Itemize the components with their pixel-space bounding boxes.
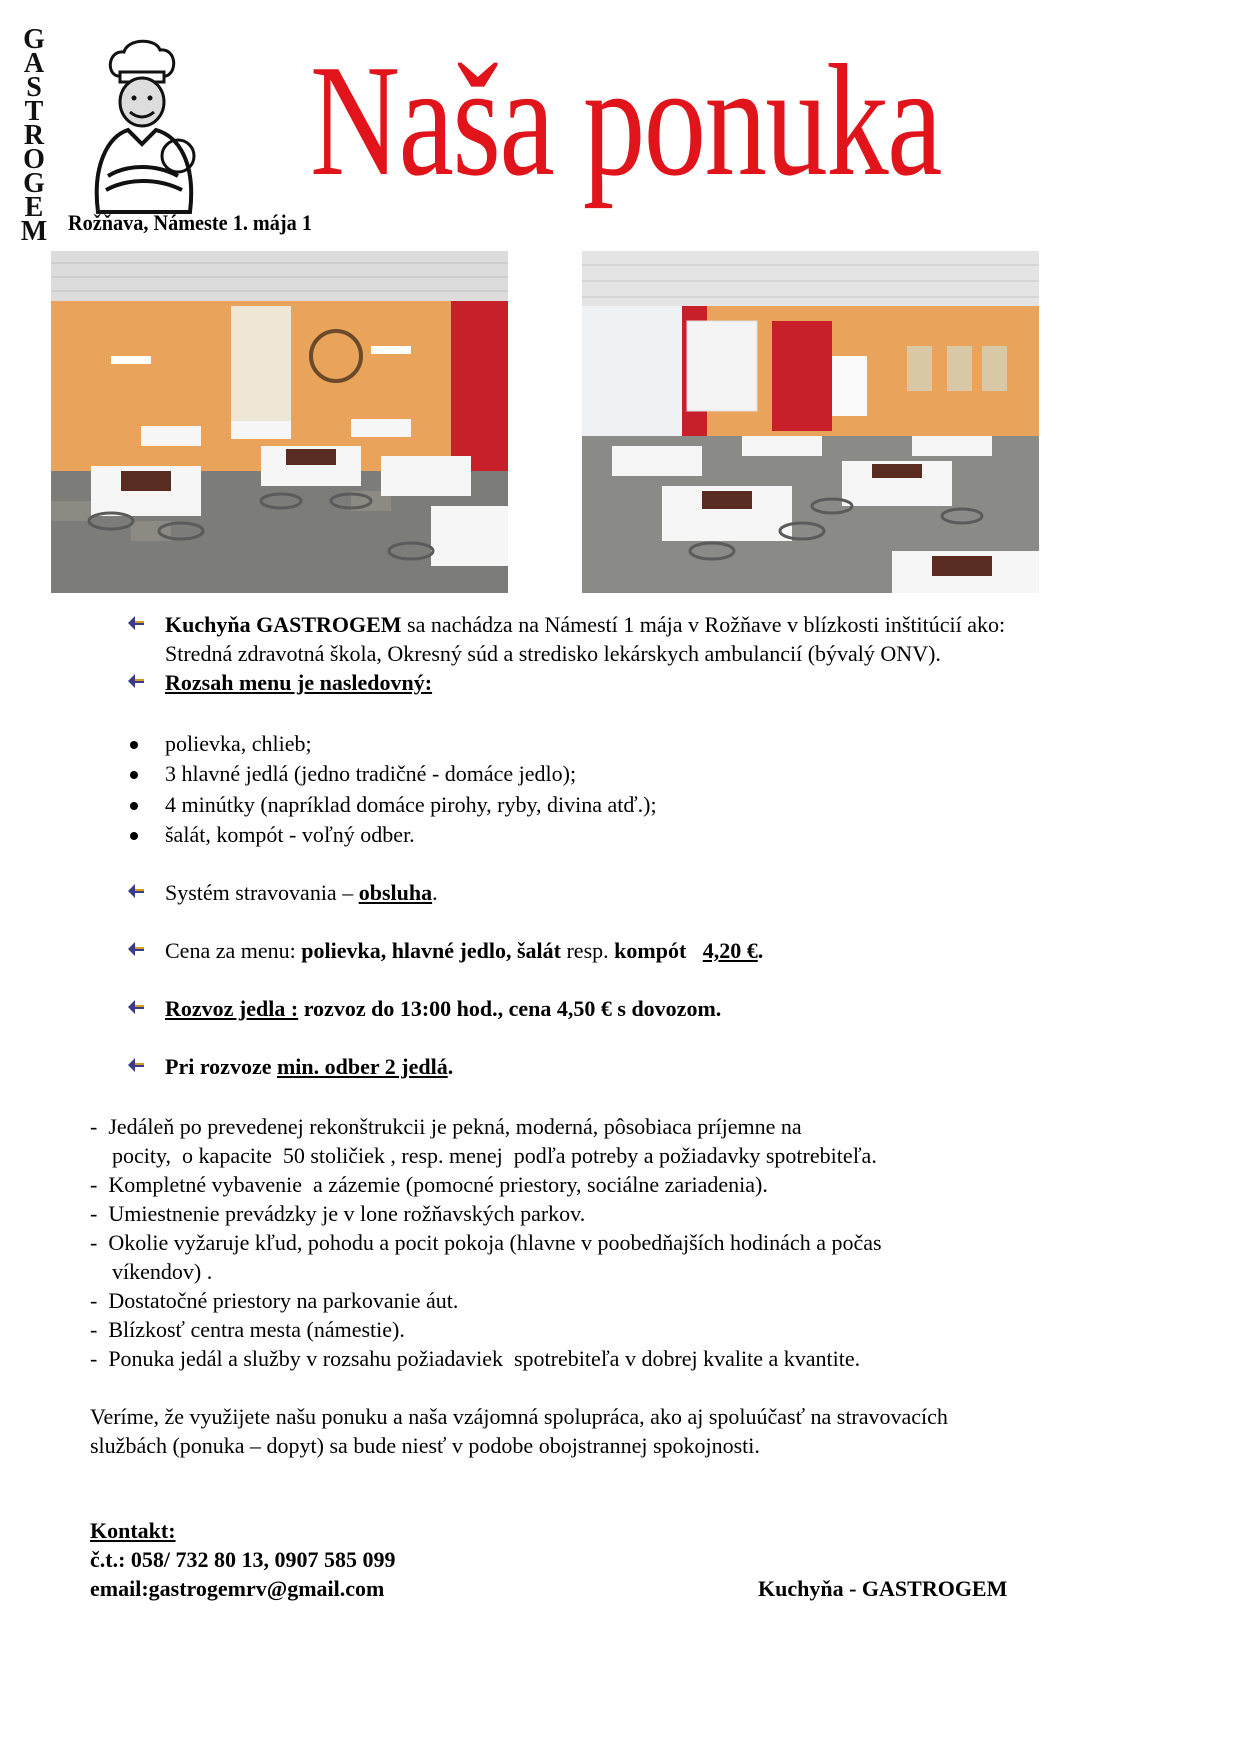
closing-line: službách (ponuka – dopyt) sa bude niesť v podobe obojstrannej spokojnosti. [90, 1433, 760, 1458]
svg-text:O: O [23, 144, 45, 175]
feature-line: víkendov) . [90, 1259, 213, 1284]
svg-text:G: G [23, 24, 45, 55]
dining-room-photo-2 [582, 251, 1039, 593]
menu-heading: Rozsah menu je nasledovný: [165, 670, 433, 695]
feature-line: - Jedáleň po prevedenej rekonštrukcii je pekná, moderná, pôsobiaca príjemne na [90, 1114, 802, 1139]
arrow-bullet-icon [126, 940, 146, 958]
service-system: Systém stravovania – obsluha. [165, 880, 438, 905]
signature: Kuchyňa - GASTROGEM [758, 1576, 1008, 1601]
svg-text:R: R [23, 120, 45, 151]
svg-text:S: S [26, 72, 42, 103]
intro-line-2: Stredná zdravotná škola, Okresný súd a stredisko lekárskych ambulancií (bývalý ONV). [165, 641, 941, 666]
svg-text:M: M [20, 216, 48, 242]
address: Rožňava, Námeste 1. mája 1 [68, 210, 312, 235]
svg-text:E: E [24, 192, 44, 223]
minimum-order: Pri rozvoze min. odber 2 jedlá. [165, 1054, 454, 1079]
bullet-dot-icon [130, 802, 138, 810]
closing-line: Veríme, že využijete našu ponuku a naša vzájomná spolupráca, ako aj spoluúčasť na stravovacích [90, 1404, 948, 1429]
chef-logo-icon [78, 36, 206, 214]
bullet-dot-icon [130, 832, 138, 840]
arrow-bullet-icon [126, 1056, 146, 1074]
arrow-bullet-icon [126, 672, 146, 690]
svg-text:A: A [23, 48, 45, 79]
intro-line-1: Kuchyňa GASTROGEM sa nachádza na Námestí 1 mája v Rožňave v blízkosti inštitúcií ako: [165, 612, 1006, 637]
menu-price: Cena za menu: polievka, hlavné jedlo, šalát resp. kompót 4,20 €. [165, 938, 764, 963]
arrow-bullet-icon [126, 882, 146, 900]
contact-email[interactable]: email:gastrogemrv@gmail.com [90, 1576, 385, 1601]
arrow-bullet-icon [126, 998, 146, 1016]
arrow-bullet-icon [126, 614, 146, 632]
bullet-dot-icon [130, 741, 138, 749]
feature-line: - Ponuka jedál a služby v rozsahu požiadaviek spotrebiteľa v dobrej kvalite a kvantite. [90, 1346, 861, 1371]
feature-line: - Blízkosť centra mesta (námestie). [90, 1317, 405, 1342]
feature-line: - Okolie vyžaruje kľud, pohodu a pocit pokoja (hlavne v poobedňajších hodinách a počas [90, 1230, 882, 1255]
page-title: Naša ponuka [310, 31, 941, 209]
menu-item: 3 hlavné jedlá (jedno tradičné - domáce jedlo); [165, 761, 577, 786]
svg-text:G: G [23, 168, 45, 199]
feature-line: - Kompletné vybavenie a zázemie (pomocné priestory, sociálne zariadenia). [90, 1172, 768, 1197]
contact-heading: Kontakt: [90, 1518, 176, 1543]
feature-line: pocity, o kapacite 50 stoličiek , resp. menej podľa potreby a požiadavky spotrebiteľa. [90, 1143, 877, 1168]
menu-item: polievka, chlieb; [165, 731, 312, 756]
feature-line: - Umiestnenie prevádzky je v lone rožňavských parkov. [90, 1201, 586, 1226]
feature-line: - Dostatočné priestory na parkovanie áut. [90, 1288, 459, 1313]
menu-item: 4 minútky (napríklad domáce pirohy, ryby, divina atď.); [165, 792, 657, 817]
gastrogem-vertical-logo [10, 22, 58, 242]
dining-room-photo-1 [51, 251, 508, 593]
bullet-dot-icon [130, 771, 138, 779]
delivery-info: Rozvoz jedla : rozvoz do 13:00 hod., cena 4,50 € s dovozom. [165, 996, 722, 1021]
contact-phone: č.t.: 058/ 732 80 13, 0907 585 099 [90, 1547, 396, 1572]
menu-item: šalát, kompót - voľný odber. [165, 822, 415, 847]
svg-text:T: T [24, 96, 44, 127]
